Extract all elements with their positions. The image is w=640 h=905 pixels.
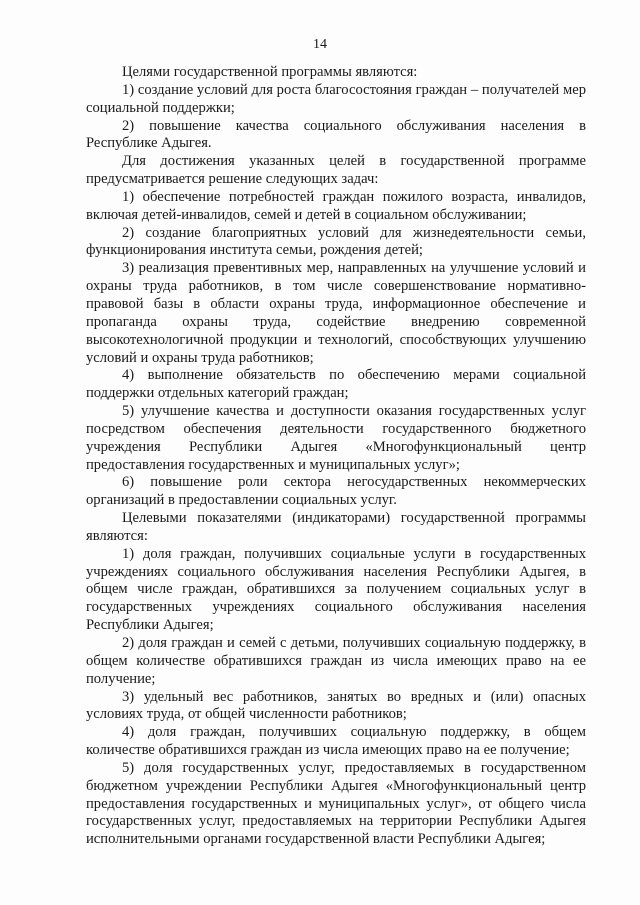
paragraph-indicator-3: 3) удельный вес работников, занятых во вредных и (или) опасных условиях труда, от общей численности работников; [86,688,586,723]
paragraph-indicator-1: 1) доля граждан, получивших социальные услуги в государственных учреждениях социального обслуживания населения Республики Адыгея, в общем числе граждан, обратившихся за получением социальных услуг в государственных учреждениях социального обслуживания населения Республики Адыгея; [86,545,586,634]
paragraph-indicator-2: 2) доля граждан и семей с детьми, получивших социальную поддержку, в общем количестве обратившихся граждан из числа имеющих право на ее получение; [86,635,586,687]
paragraph-goals-intro: Целями государственной программы являются: [122,64,418,80]
paragraph-goal-1: 1) создание условий для роста благосостояния граждан – получателей мер социальной поддержки; [86,81,586,116]
paragraph-task-5: 5) улучшение качества и доступности оказания государственных услуг посредством обеспечения деятельности государственного бюджетного учреждения Республики Адыгея «Многофункциональный центр предоставления государственных и муниципальных услуг»; [86,403,586,473]
paragraph-task-3: 3) реализация превентивных мер, направленных на улучшение условий и охраны труда работников, в том числе совершенствование нормативно-правовой базы в области охраны труда, информационное обеспечение и пропаганда охраны труда, содействие внедрению современной высокотехнологичной продукции и технологий, способствующих улучшению условий и охраны труда работников; [86,260,586,366]
paragraph-indicator-5: 5) доля государственных услуг, предоставляемых в государственном бюджетном учреждении Республики Адыгея «Многофункциональный центр предоставления государственных и муниципальных услуг», от общего числа государственных услуг, предоставляемых на территории Республики Адыгея исполнительными органами государственной власти Республики Адыгея; [86,759,586,848]
paragraph-task-2: 2) создание благоприятных условий для жизнедеятельности семьи, функционирования института семьи, рождения детей; [86,224,586,259]
page-number: 14 [313,37,327,52]
paragraph-indicator-4: 4) доля граждан, получивших социальную поддержку, в общем количестве обратившихся граждан из числа имеющих право на ее получение; [86,724,586,759]
paragraph-task-1: 1) обеспечение потребностей граждан пожилого возраста, инвалидов, включая детей-инвалидов, семей и детей в социальном обслуживании; [86,188,586,223]
paragraph-task-4: 4) выполнение обязательств по обеспечению мерами социальной поддержки отдельных категорий граждан; [86,367,586,402]
paragraph-indicators-intro: Целевыми показателями (индикаторами) государственной программы являются: [86,510,586,544]
paragraph-goal-2: 2) повышение качества социального обслуживания населения в Республике Адыгея. [86,117,586,152]
document-body [86,64,586,849]
paragraph-tasks-intro: Для достижения указанных целей в государственной программе предусматривается решение следующих задач: [86,153,586,188]
paragraph-task-6: 6) повышение роли сектора негосударственных некоммерческих организаций в предоставлении социальных услуг. [86,474,586,509]
